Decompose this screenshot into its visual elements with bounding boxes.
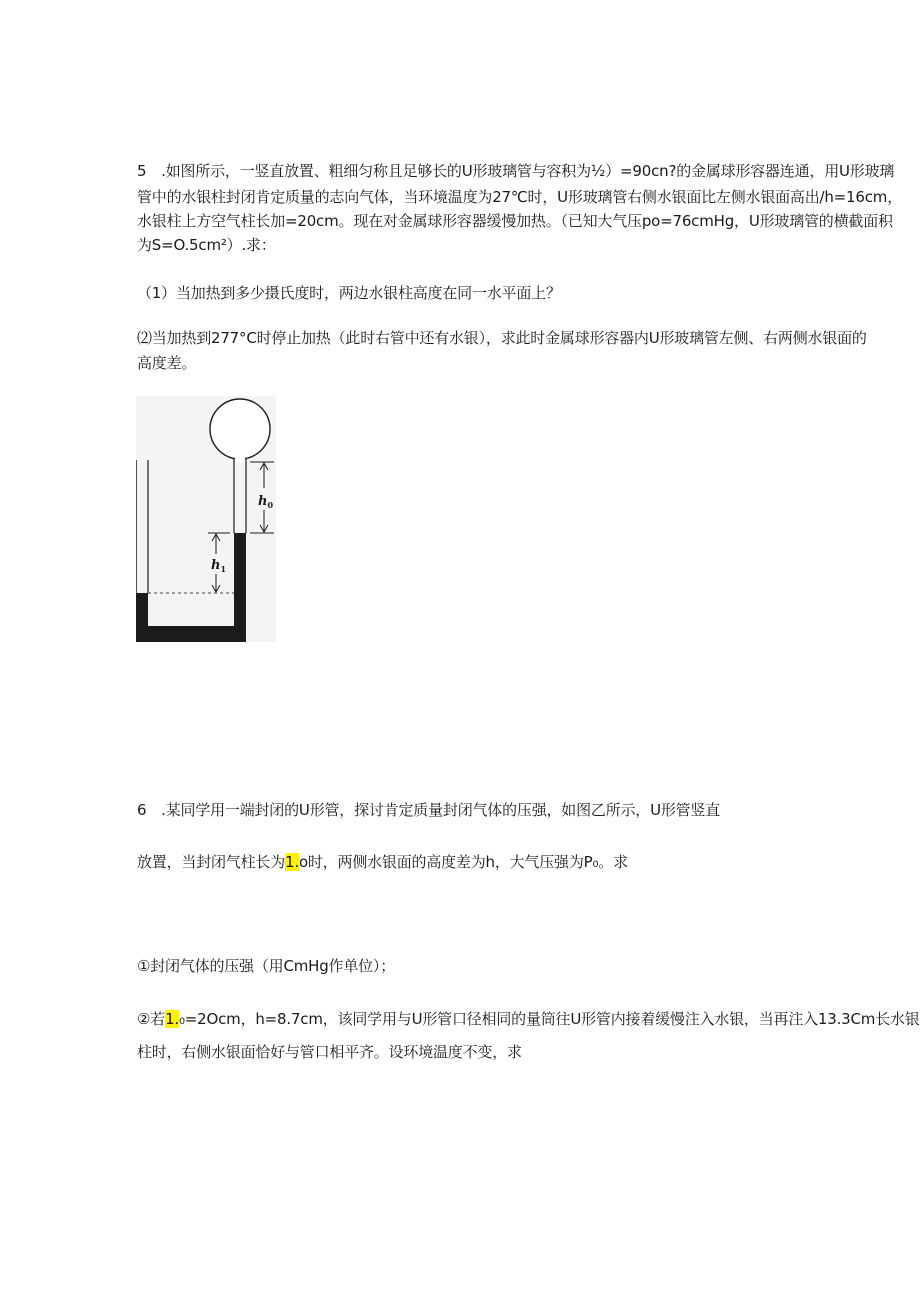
q6-line-1: 6 .某同学用一端封闭的U形管，探讨肯定质量封闭气体的压强，如图乙所示，U形管竖直: [137, 801, 721, 819]
q6-item-2-highlighted-l: 1.: [165, 1010, 179, 1028]
q6-item-2-line-1: [137, 1008, 920, 1030]
q5-line-4: 为S=O.5cm²）.求：: [137, 236, 276, 254]
q6-line-2-text-b: o时，两侧水银面的高度差为h，大气压强为P₀。求: [298, 853, 628, 871]
h0-label: $h_0$: [258, 494, 274, 510]
sphere-neck: [235, 456, 245, 462]
q5-subquestion-1: （1）当加热到多少摄氏度时，两边水银柱高度在同一水平面上？: [137, 284, 561, 302]
u-tube-figure: [136, 396, 276, 642]
q6-item-2-line-2: 柱时，右侧水银面恰好与管口相平齐。设环境温度不变，求: [137, 1043, 522, 1061]
q6-line-2: [137, 851, 907, 873]
q5-subquestion-2-line-1: ⑵当加热到277°C时停止加热（此时右管中还有水银），求此时金属球形容器内U形玻璃管左侧、右两侧水银面的: [137, 329, 867, 347]
h1-label: $h_1$: [211, 558, 227, 574]
q5-subquestion-2-line-2: 高度差。: [137, 354, 197, 372]
q5-line-1: 5 .如图所示，一竖直放置、粗细匀称且足够长的U形玻璃管与容积为½）=90cn?的金属球形容器连通，用U形玻璃: [137, 162, 895, 180]
q6-item-2-text-a: ②若: [137, 1010, 166, 1028]
q5-line-3: 水银柱上方空气柱长加=20cm。现在对金属球形容器缓慢加热。（已知大气压po=76cmHg，U形玻璃管的横截面积: [137, 212, 893, 230]
metal-sphere-container: [210, 399, 270, 459]
q5-line-2: 管中的水银柱封闭肯定质量的志向气体，当环境温度为27℃时，U形玻璃管右侧水银面比左侧水银面高出/h=16cm，: [137, 188, 902, 206]
q6-line-2-text-a: 放置，当封闭气柱长为: [137, 853, 286, 871]
q6-highlighted-l: 1.: [285, 853, 299, 871]
q6-item-1: ①封闭气体的压强（用CmHg作单位）；: [137, 957, 396, 975]
q6-item-2-text-b: ₀=2Ocm，h=8.7cm，该同学用与U形管口径相同的量筒往U形管内接着缓慢注入水银，当再注入13.3Cm长水银: [178, 1010, 920, 1028]
